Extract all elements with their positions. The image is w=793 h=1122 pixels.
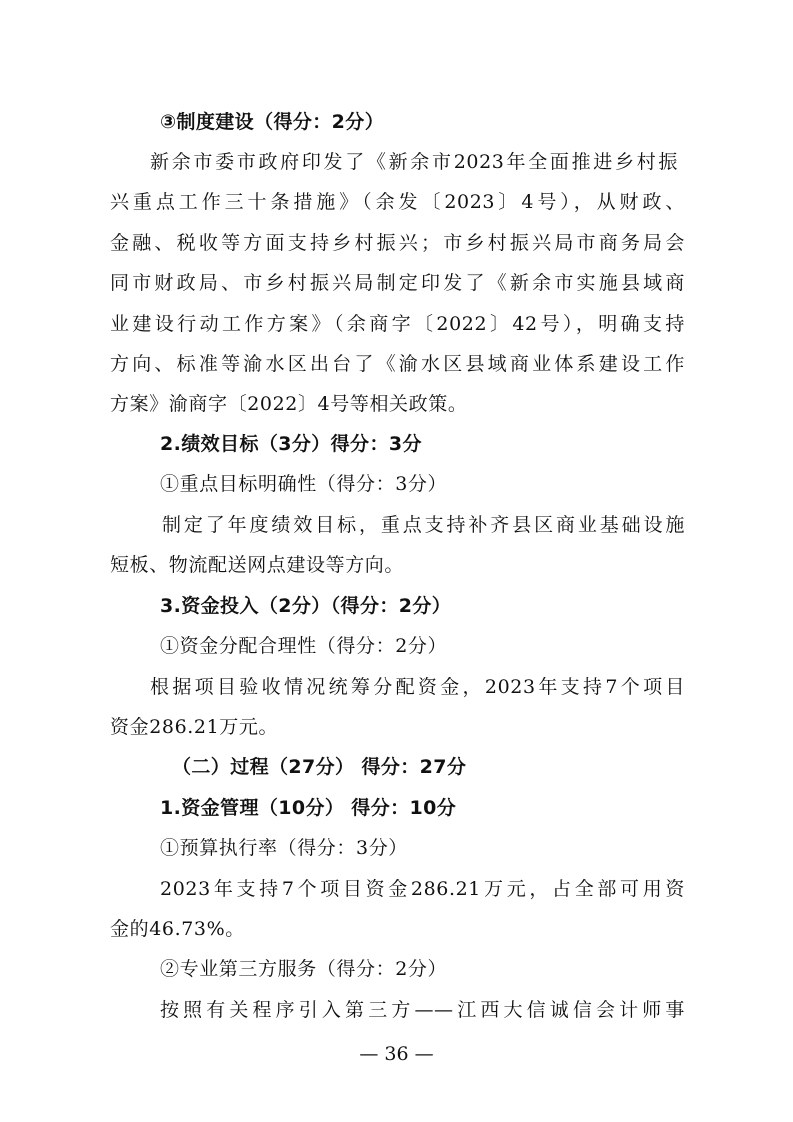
subsection-heading: ①预算执行率（得分：3分） <box>160 837 408 859</box>
subsection-heading: ②专业第三方服务（得分：2分） <box>160 958 448 980</box>
paragraph-line: 根据项目验收情况统筹分配资金，2023年支持7个项目 <box>150 676 685 698</box>
paragraph-line: 同市财政局、市乡村振兴局制定印发了《新余市实施县域商 <box>110 272 685 294</box>
paragraph-line: 方案》渝商字〔2022〕4号等相关政策。 <box>110 393 468 415</box>
paragraph-line: 2023年支持7个项目资金286.21万元，占全部可用资 <box>160 878 685 900</box>
section-heading-fund-input: 3.资金投入（2分）（得分：2分） <box>160 595 452 617</box>
paragraph-line: 方向、标准等渝水区出台了《渝水区县域商业体系建设工作 <box>110 353 685 375</box>
section-heading-institution-building: ③制度建设（得分：2分） <box>160 111 385 133</box>
paragraph-line: 按照有关程序引入第三方——江西大信诚信会计师事 <box>160 999 685 1021</box>
paragraph-line: 金融、税收等方面支持乡村振兴；市乡村振兴局市商务局会 <box>110 232 685 254</box>
paragraph-line: 短板、物流配送网点建设等方向。 <box>110 554 405 576</box>
paragraph-line: 新余市委市政府印发了《新余市2023年全面推进乡村振 <box>150 151 678 173</box>
section-heading-process: （二）过程（27分） 得分：27分 <box>172 756 467 778</box>
section-heading-fund-management: 1.资金管理（10分） 得分：10分 <box>160 797 457 819</box>
paragraph-line: 资金286.21万元。 <box>110 716 279 738</box>
paragraph-line: 兴重点工作三十条措施》（余发〔2023〕4号），从财政、 <box>110 191 685 213</box>
page-number: — 36 — <box>359 1043 434 1065</box>
section-heading-performance-goals: 2.绩效目标（3分）得分：3分 <box>160 433 422 455</box>
subsection-heading: ①资金分配合理性（得分：2分） <box>160 635 448 657</box>
paragraph-line: 业建设行动工作方案》（余商字〔2022〕42号），明确支持 <box>110 313 685 335</box>
paragraph-line: 金的46.73%。 <box>110 918 245 940</box>
paragraph-line: 制定了年度绩效目标，重点支持补齐县区商业基础设施 <box>162 514 685 536</box>
subsection-heading: ①重点目标明确性（得分：3分） <box>160 473 448 495</box>
